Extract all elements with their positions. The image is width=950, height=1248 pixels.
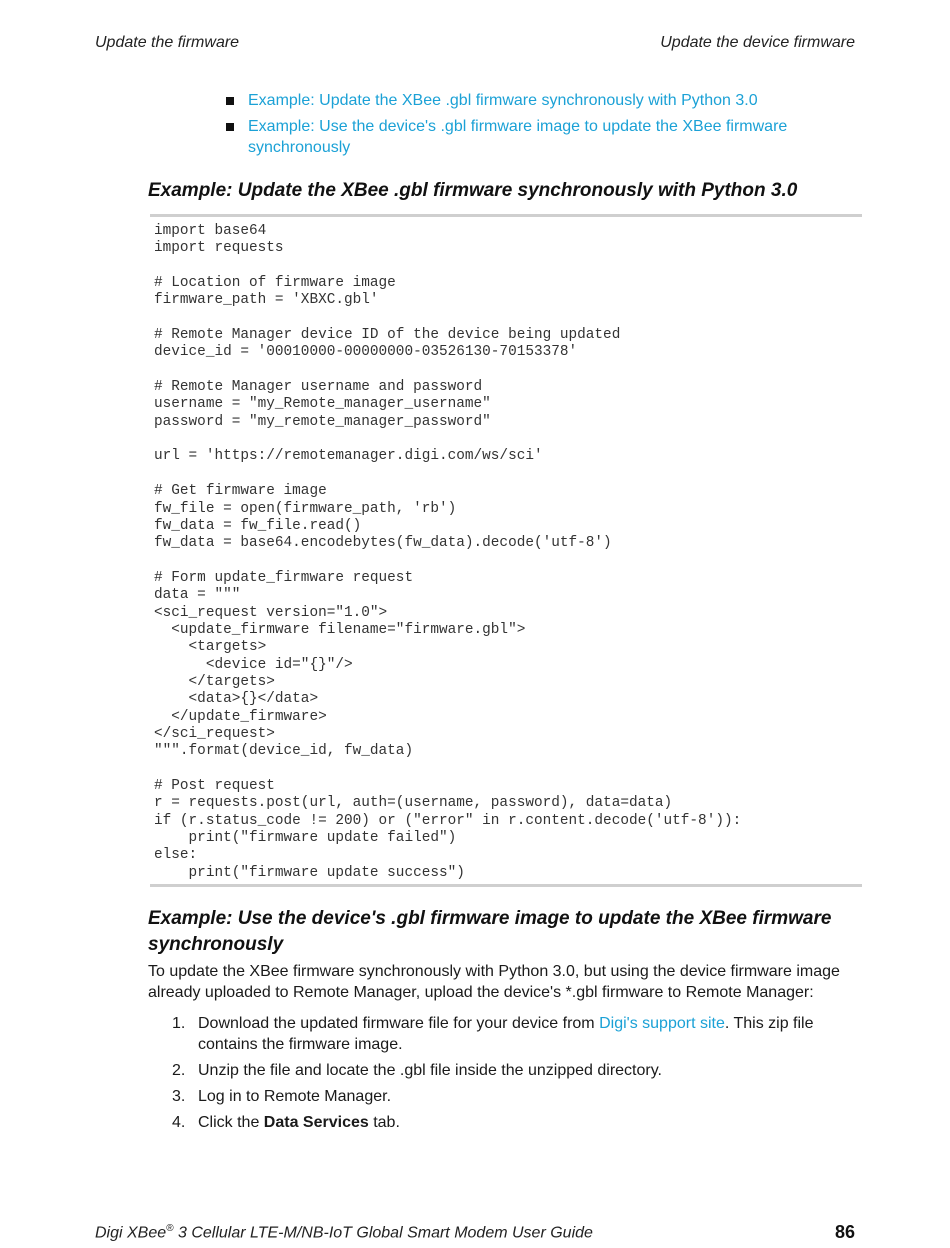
code-line: </update_firmware> [154,708,327,725]
code-line: # Location of firmware image [154,275,396,292]
code-line: else: [154,847,198,864]
page-number: 86 [834,1222,855,1242]
code-line: device_id = '00010000-00000000-03526130-70153378' [154,344,578,361]
code-line: print("firmware update failed") [154,830,457,847]
footer-title-text: 3 Cellular LTE-M/NB-IoT Global Smart Modem User Guide [173,1224,593,1242]
running-header-left: Update the firmware [95,34,240,51]
step-text: Unzip the file and locate the .gbl file inside the unzipped directory. [198,1062,662,1079]
code-line: # Form update_firmware request [154,569,414,586]
code-line: <sci_request version="1.0"> [154,604,388,621]
step-item [172,1060,832,1081]
step-number: 1. [172,1015,186,1032]
code-line: # Post request [154,778,275,794]
code-line: password = "my_remote_manager_password" [154,413,491,430]
running-header-right: Update the device firmware [660,34,855,51]
step-text: . This zip file contains the firmware image. [198,1015,814,1053]
section-links-list [226,90,826,163]
steps-list [172,1013,832,1138]
code-line: <device id="{}"/> [154,656,353,673]
code-line: <data>{}</data> [154,691,319,708]
registered-mark: ® [166,1223,174,1234]
code-line [154,362,862,379]
digi-support-site-link[interactable]: Digi's support site [599,1015,725,1032]
code-block [150,214,862,887]
code-line: # Remote Manager username and password [154,379,483,396]
code-line: data = """ [154,587,241,604]
section-heading-python-example: Example: Update the XBee .gbl firmware synchronously with Python 3.0 [148,180,798,201]
code-line [154,761,862,778]
code-line: """.format(device_id, fw_data) [154,743,414,760]
step-number: 3. [172,1088,186,1105]
link-example-device-image[interactable]: Example: Use the device's .gbl firmware image to update the XBee firmware synchronously [248,118,788,156]
step-number: 2. [172,1062,186,1079]
step-text: Log in to Remote Manager. [198,1088,392,1105]
link-example-python[interactable]: Example: Update the XBee .gbl firmware synchronously with Python 3.0 [248,92,758,109]
code-line: # Remote Manager device ID of the device being updated [154,327,621,344]
step-item [172,1013,832,1055]
code-line [154,310,862,327]
data-services-label: Data Services [263,1114,369,1131]
code-line [154,466,862,483]
code-line: <update_firmware filename="firmware.gbl"> [154,621,526,638]
square-bullet-icon [226,123,234,131]
list-item [226,116,826,158]
step-item [172,1086,832,1107]
step-text: Click the [198,1114,264,1131]
code-line: username = "my_Remote_manager_username" [154,396,491,413]
code-line [154,258,862,275]
code-line: </targets> [154,673,275,690]
code-line: # Get firmware image [154,483,327,500]
step-item [172,1112,832,1133]
step-text: tab. [368,1114,400,1131]
step-text: Download the updated firmware file for your device from [198,1015,600,1032]
code-line: print("firmware update success") [154,864,465,881]
code-line [154,431,862,448]
code-line: url = 'https://remotemanager.digi.com/ws/sci' [154,448,543,465]
code-line: r = requests.post(url, auth=(username, password), data=data) [154,795,673,812]
code-line: fw_data = base64.encodebytes(fw_data).decode('utf-8') [154,535,612,552]
list-item [226,90,826,111]
code-line [154,553,862,570]
code-line: fw_file = open(firmware_path, 'rb') [154,500,457,517]
code-line: </sci_request> [154,725,275,742]
code-line: firmware_path = 'XBXC.gbl' [154,292,379,309]
code-line: import requests [154,240,284,257]
step-number: 4. [172,1114,186,1131]
code-line: import base64 [154,223,267,239]
code-line: fw_data = fw_file.read() [154,517,362,534]
square-bullet-icon [226,97,234,105]
section-heading-device-image-example: Example: Use the device's .gbl firmware image to update the XBee firmware synchronously [148,908,832,955]
footer-title [95,1223,593,1242]
code-line: <targets> [154,639,267,656]
code-line: if (r.status_code != 200) or ("error" in r.content.decode('utf-8')): [154,812,742,829]
footer-title-text: Digi XBee [95,1224,167,1242]
intro-paragraph: To update the XBee firmware synchronously with Python 3.0, but using the device firmware image already uploaded to Remote Manager, upload the device's *.gbl firmware to Remote Manager: [148,963,840,1001]
